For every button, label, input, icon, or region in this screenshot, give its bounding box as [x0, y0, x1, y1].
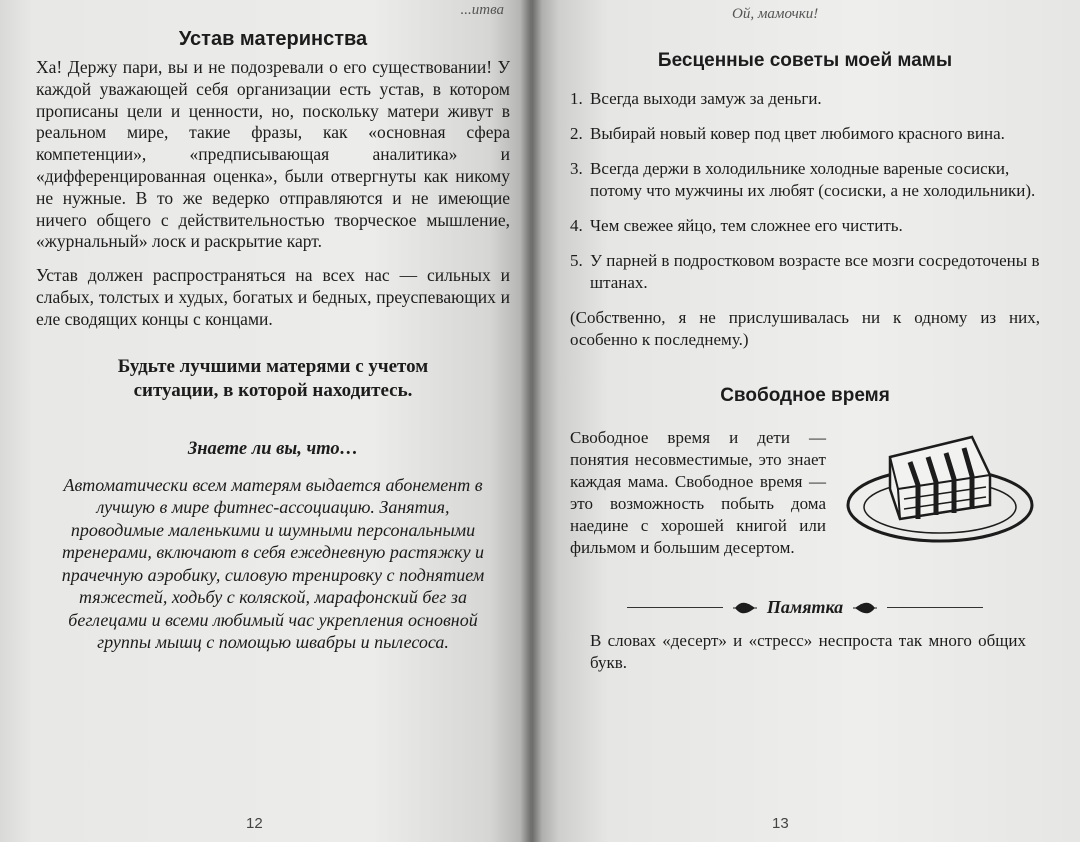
tip-text: Чем свежее яйцо, тем сложнее его чистить. [590, 216, 903, 235]
tip-number: 1. [570, 89, 583, 108]
cake-slice-icon [840, 427, 1040, 557]
free-time-block [570, 427, 1040, 559]
right-page-number: 13 [772, 815, 789, 832]
bold-statement: Будьте лучшими матерями с учетом ситуации, в которой находитесь. [117, 355, 429, 401]
charter-paragraph-2: Устав должен распространяться на всех нас — сильных и слабых, толстых и худых, богатых и бедных, преуспевающих и еле сводящих концы с концами. [36, 265, 510, 329]
left-page [0, 0, 532, 842]
tip-text: Всегда держи в холодильнике холодные вареные сосиски, потому что мужчины их любят (сосиски, а не холодильники). [590, 159, 1036, 200]
left-page-number: 12 [246, 815, 263, 832]
did-you-know-text: Автоматически всем матерям выдается абонемент в лучшую в мире фитнес-ассоциацию. Занятия, проводимые маленькими и шумными персональными тренерами, включают в себя ежедневную растяжку и прачечную аэробику, силовую тренировку с поднятием тяжестей, ходьбу с коляской, марафонский бег за беглецами и всеми любимый час укрепления основной группы мышц с помощью швабры и пылесоса. [61, 474, 485, 653]
tip-text: У парней в подростковом возрасте все мозги сосредоточены в штанах. [590, 251, 1040, 292]
tip-number: 5. [570, 251, 583, 270]
memo-divider-left [627, 607, 723, 608]
memo-header [570, 597, 1040, 618]
charter-paragraph-1: Ха! Держу пари, вы и не подозревали о его существовании! У каждой уважающей себя организации есть устав, в котором прописаны цели и ценности, но, поскольку матери живут в реальном мире, такие фразы, как «основная сфера компетенции», «предписывающая аналитика» и «дифференцированная оценка», были отвергнуты как никому не нужные. В то же ведерко отправляются и не имеющие ничего общего с действительностью творческое мышление, «журнальный» лоск и раскрытие карт. [36, 57, 510, 252]
right-running-head: Ой, мамочки! [732, 6, 819, 22]
tips-aside: (Собственно, я не прислушивалась ни к одному из них, особенно к последнему.) [570, 308, 1040, 349]
right-page [532, 0, 1080, 842]
tip-number: 4. [570, 216, 583, 235]
left-running-head: ...итва [460, 2, 504, 18]
charter-title: Устав материнства [178, 28, 368, 50]
list-item [570, 123, 1040, 145]
memo-divider-right [887, 607, 983, 608]
free-time-title: Свободное время [720, 385, 890, 406]
tips-list [570, 88, 1040, 294]
memo-title: Памятка [766, 597, 844, 617]
ornament-left-icon [733, 600, 757, 616]
list-item [570, 215, 1040, 237]
tip-number: 3. [570, 159, 583, 178]
tip-text: Всегда выходи замуж за деньги. [590, 89, 822, 108]
tip-text: Выбирай новый ковер под цвет любимого красного вина. [590, 124, 1005, 143]
free-time-text: Свободное время и дети — понятия несовместимые, это знает каждая мама. Свободное время — это возможность побыть дома наедине с хорошей книгой или фильмом и большим десертом. [570, 428, 826, 557]
did-you-know-title: Знаете ли вы, что… [187, 438, 359, 459]
ornament-right-icon [853, 600, 877, 616]
tip-number: 2. [570, 124, 583, 143]
book-gutter [520, 0, 542, 842]
tips-title: Бесценные советы моей мамы [657, 50, 953, 71]
list-item [570, 158, 1040, 202]
list-item [570, 88, 1040, 110]
memo-text: В словах «десерт» и «стресс» неспроста так много общих букв. [590, 631, 1026, 672]
list-item [570, 250, 1040, 294]
